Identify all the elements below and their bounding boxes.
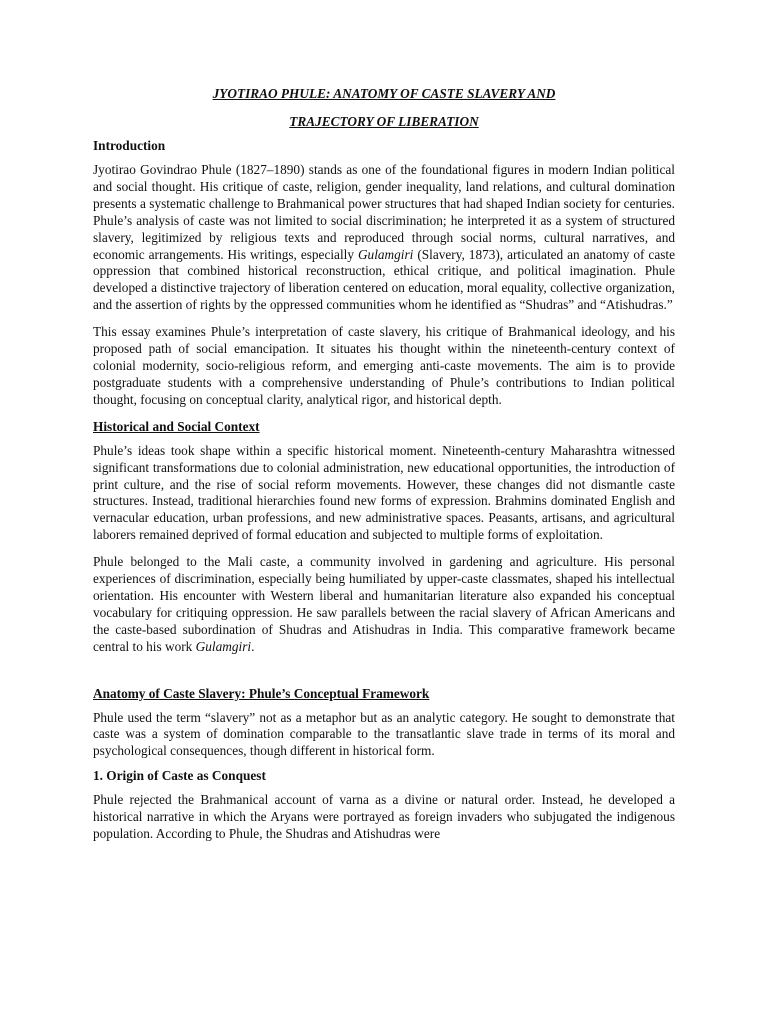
document-body: [93, 86, 675, 843]
origin-paragraph-1: Phule rejected the Brahmanical account of varna as a divine or natural order. Instead, he developed a historical narrative in which the Aryans were portrayed as foreign invaders who subjugated the indigenous population. According to Phule, the Shudras and Atishudras were: [93, 792, 675, 842]
anatomy-caste-slavery-heading: Anatomy of Caste Slavery: Phule’s Conceptual Framework: [93, 685, 430, 701]
introduction-heading: Introduction: [93, 138, 166, 153]
introduction-paragraph-1-text-a: Jyotirao Govindrao Phule (1827–1890) stands as one of the foundational figures in modern Indian political and social thought. His critique of caste, religion, gender inequality, land relations, and cultural domination presents a systematic challenge to Brahmanical power structures that had shaped Indian society for centuries. Phule’s analysis of caste was not limited to social discrimination; he interpreted it as a system of structured slavery, legitimized by religious texts and reproduced through social norms, cultural narratives, and economic arrangements. His writings, especially: [93, 162, 675, 262]
historical-context-heading: Historical and Social Context: [93, 418, 260, 434]
document-title-line-1: JYOTIRAO PHULE: ANATOMY OF CASTE SLAVERY AND: [212, 86, 556, 101]
anatomy-paragraph-1: Phule used the term “slavery” not as a metaphor but as an analytic category. He sought to demonstrate that caste was a system of domination comparable to the transatlantic slave trade in terms of its moral and psychological consequences, though different in historical form.: [93, 709, 675, 759]
introduction-paragraph-1: [93, 162, 675, 314]
historical-context-paragraph-1: Phule’s ideas took shape within a specific historical moment. Nineteenth-century Maharashtra witnessed significant transformations due to colonial administration, new educational opportunities, the introduction of print culture, and the rise of social reform movements. However, these changes did not dismantle caste structures. Instead, traditional hierarchies found new forms of expression. Brahmins dominated English and vernacular education, urban professions, and new administrative spaces. Peasants, artisans, and agricultural laborers remained deprived of formal education and subjected to multiple forms of exploitation.: [93, 442, 675, 543]
gulamgiri-title-italic-2: Gulamgiri: [195, 638, 252, 654]
document-title-line-2: TRAJECTORY OF LIBERATION: [289, 114, 479, 129]
historical-context-paragraph-2: [93, 554, 675, 655]
origin-of-caste-heading: 1. Origin of Caste as Conquest: [93, 768, 266, 784]
introduction-paragraph-2: This essay examines Phule’s interpretation of caste slavery, his critique of Brahmanical ideology, and his proposed path of social emancipation. It situates his thought within the nineteenth-century context of colonial modernity, socio-religious reform, and emerging anti-caste movements. The aim is to provide postgraduate students with a comprehensive understanding of Phule’s contributions to Indian political thought, focusing on conceptual clarity, analytical rigor, and historical depth.: [93, 324, 675, 407]
historical-context-paragraph-2-text-b: .: [251, 638, 255, 654]
introduction-paragraph-1-text-b: (Slavery, 1873), articulated an anatomy of caste oppression that combined historical reconstruction, ethical critique, and political imagination. Phule developed a distinctive trajectory of liberation centered on education, moral equality, collective organization, and the assertion of rights by the oppressed communities whom he identified as “Shudras” and “Atishudras.”: [93, 246, 676, 313]
gulamgiri-title-italic: Gulamgiri: [357, 246, 414, 262]
historical-context-paragraph-2-text-a: Phule belonged to the Mali caste, a community involved in gardening and agriculture. His personal experiences of discrimination, especially being humiliated by upper-caste classmates, shaped his intellectual orientation. His encounter with Western liberal and humanitarian literature also expanded his conceptual vocabulary for critiquing oppression. He saw parallels between the racial slavery of African Americans and the caste-based subordination of Shudras and Atishudras in India. This comparative framework became central to his work: [93, 554, 675, 654]
